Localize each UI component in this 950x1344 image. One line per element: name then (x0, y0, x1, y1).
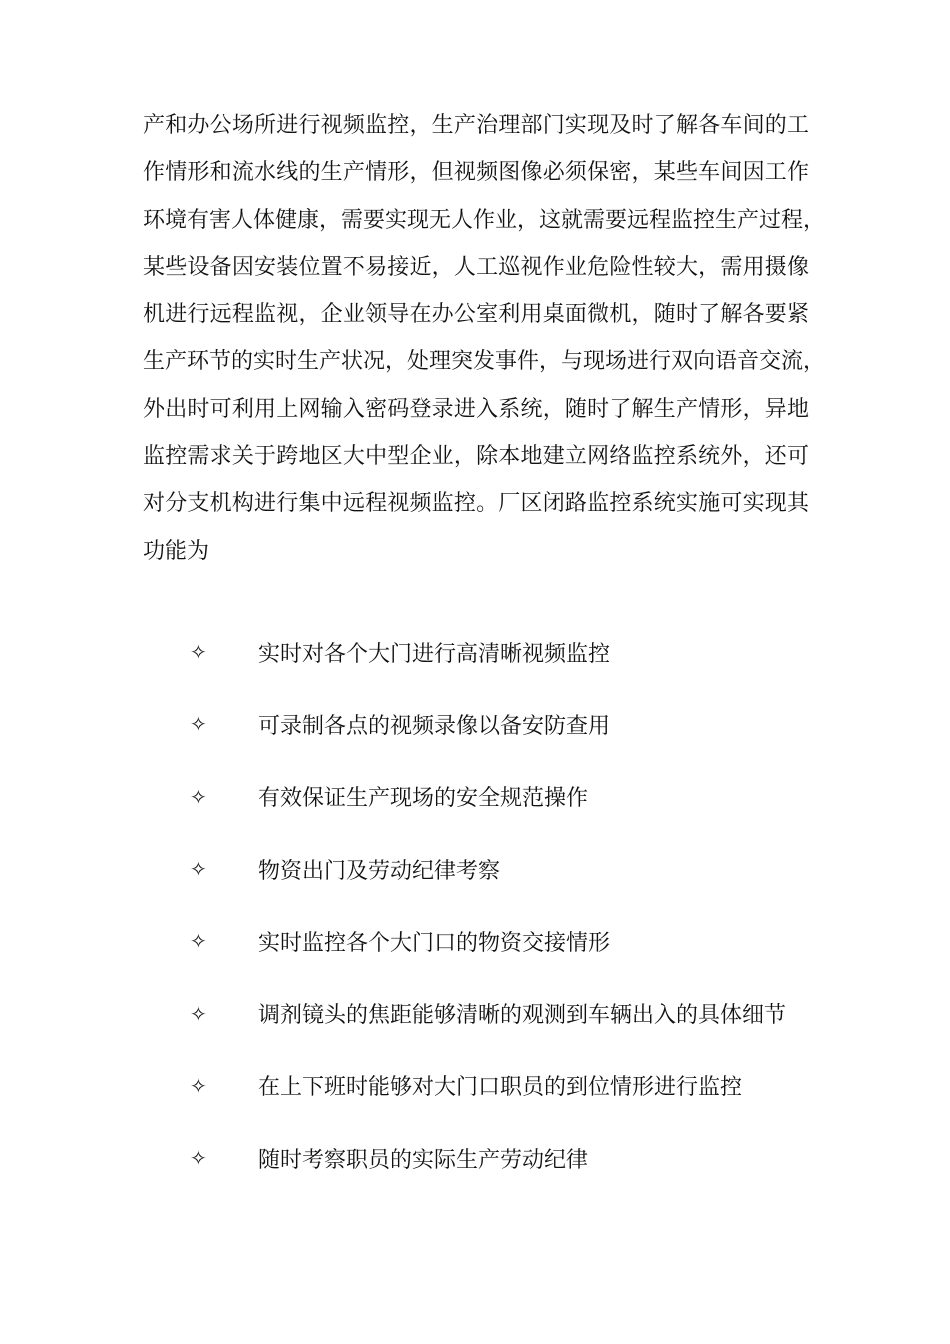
paragraph-line: 环境有害人体健康，需要实现无人作业，这就需要远程监控生产过程， (143, 207, 826, 233)
bullet-text: 调剂镜头的焦距能够清晰的观测到车辆出入的具体细节 (258, 1003, 787, 1029)
body-paragraph (143, 102, 826, 575)
four-point-star-icon: ✧ (190, 1146, 207, 1171)
bullet-item (190, 688, 850, 760)
four-point-star-icon: ✧ (190, 857, 207, 882)
paragraph-line: 某些设备因安装位置不易接近，人工巡视作业危险性较大，需用摄像 (143, 254, 809, 280)
bullet-text: 随时考察职员的实际生产劳动纪律 (258, 1147, 589, 1173)
bullet-text: 物资出门及劳动纪律考察 (258, 858, 501, 884)
bullet-item (190, 616, 850, 688)
paragraph-line: 机进行远程监视，企业领导在办公室利用桌面微机，随时了解各要紧 (143, 302, 809, 328)
bullet-text: 有效保证生产现场的安全规范操作 (258, 786, 589, 812)
paragraph-line: 作情形和流水线的生产情形，但视频图像必须保密，某些车间因工作 (143, 160, 809, 186)
bullet-text: 在上下班时能够对大门口职员的到位情形进行监控 (258, 1075, 743, 1101)
four-point-star-icon: ✧ (190, 1001, 207, 1026)
paragraph-line: 监控需求关于跨地区大中型企业，除本地建立网络监控系统外，还可 (143, 444, 809, 470)
bullet-text: 可录制各点的视频录像以备安防查用 (258, 713, 611, 739)
paragraph-line: 对分支机构进行集中远程视频监控。厂区闭路监控系统实施可实现其 (143, 491, 809, 517)
four-point-star-icon: ✧ (190, 640, 207, 665)
paragraph-line: 生产环节的实时生产状况，处理突发事件，与现场进行双向语音交流， (143, 349, 826, 375)
paragraph-line: 产和办公场所进行视频监控，生产治理部门实现及时了解各车间的工 (143, 113, 809, 138)
four-point-star-icon: ✧ (190, 1073, 207, 1098)
bullet-item (190, 1050, 850, 1122)
bullet-item (190, 905, 850, 977)
bullet-item (190, 977, 850, 1049)
paragraph-line: 外出时可利用上网输入密码登录进入系统，随时了解生产情形，异地 (143, 396, 809, 422)
bullet-item (190, 761, 850, 833)
four-point-star-icon: ✧ (190, 712, 207, 737)
bullet-text: 实时对各个大门进行高清晰视频监控 (258, 641, 611, 667)
bullet-item (190, 833, 850, 905)
bullet-item (190, 1122, 850, 1194)
bullet-text: 实时监控各个大门口的物资交接情形 (258, 930, 611, 956)
paragraph-line: 功能为 (143, 538, 210, 564)
four-point-star-icon: ✧ (190, 929, 207, 954)
four-point-star-icon: ✧ (190, 784, 207, 809)
function-bullet-list (190, 616, 850, 1194)
